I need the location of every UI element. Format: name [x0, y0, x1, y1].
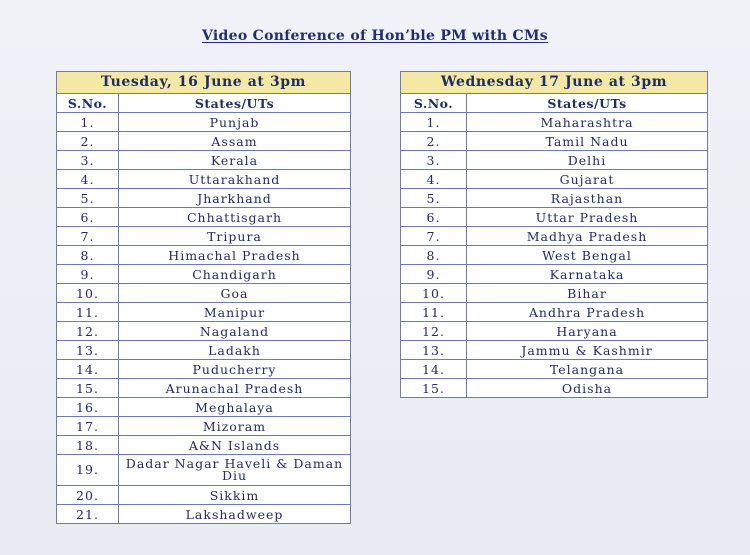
day-header: Wednesday 17 June at 3pm	[401, 72, 708, 94]
state-name-cell: Uttarakhand	[119, 170, 351, 189]
table-row	[57, 505, 351, 524]
serial-number-cell: 10.	[401, 284, 467, 303]
table-row	[57, 170, 351, 189]
state-name-cell: Tamil Nadu	[467, 132, 708, 151]
table-row	[401, 360, 708, 379]
state-name-cell: Karnataka	[467, 265, 708, 284]
state-name-cell: Manipur	[119, 303, 351, 322]
serial-number-cell: 21.	[57, 505, 119, 524]
serial-number-cell: 9.	[57, 265, 119, 284]
serial-number-cell: 20.	[57, 486, 119, 505]
serial-number-cell: 16.	[57, 398, 119, 417]
state-name-cell: Arunachal Pradesh	[119, 379, 351, 398]
table-row	[57, 303, 351, 322]
serial-number-cell: 4.	[57, 170, 119, 189]
serial-number-cell: 15.	[401, 379, 467, 398]
table-row	[401, 208, 708, 227]
state-name-cell: Uttar Pradesh	[467, 208, 708, 227]
state-name-cell: Punjab	[119, 113, 351, 132]
state-name-cell: Assam	[119, 132, 351, 151]
state-name-cell: Jharkhand	[119, 189, 351, 208]
serial-number-cell: 2.	[401, 132, 467, 151]
table-row	[57, 322, 351, 341]
serial-number-cell: 2.	[57, 132, 119, 151]
state-name-cell: West Bengal	[467, 246, 708, 265]
table-row	[57, 379, 351, 398]
table-row	[401, 151, 708, 170]
table-row	[401, 303, 708, 322]
state-name-cell: Kerala	[119, 151, 351, 170]
state-name-cell: Goa	[119, 284, 351, 303]
column-header-states: States/UTs	[467, 94, 708, 113]
state-name-cell: Mizoram	[119, 417, 351, 436]
state-name-cell: Odisha	[467, 379, 708, 398]
state-name-cell: Tripura	[119, 227, 351, 246]
state-name-cell: Maharashtra	[467, 113, 708, 132]
serial-number-cell: 7.	[57, 227, 119, 246]
state-name-cell: Haryana	[467, 322, 708, 341]
state-name-cell: Puducherry	[119, 360, 351, 379]
table-row	[401, 227, 708, 246]
table-row	[57, 208, 351, 227]
serial-number-cell: 19.	[57, 455, 119, 486]
table-row	[401, 284, 708, 303]
table-row	[57, 151, 351, 170]
schedule-table-tuesday	[56, 71, 351, 524]
serial-number-cell: 12.	[57, 322, 119, 341]
serial-number-cell: 3.	[401, 151, 467, 170]
table-row	[401, 322, 708, 341]
table-row	[401, 113, 708, 132]
state-name-cell: Chhattisgarh	[119, 208, 351, 227]
state-name-cell: Meghalaya	[119, 398, 351, 417]
table-row	[57, 341, 351, 360]
table-row	[57, 398, 351, 417]
table-row	[57, 265, 351, 284]
table-row	[57, 246, 351, 265]
table-row	[57, 113, 351, 132]
serial-number-cell: 3.	[57, 151, 119, 170]
serial-number-cell: 14.	[401, 360, 467, 379]
serial-number-cell: 15.	[57, 379, 119, 398]
state-name-cell: Dadar Nagar Haveli & Daman Diu	[119, 455, 351, 486]
table-row	[401, 189, 708, 208]
state-name-cell: Sikkim	[119, 486, 351, 505]
serial-number-cell: 17.	[57, 417, 119, 436]
table-row	[57, 436, 351, 455]
state-name-cell: Bihar	[467, 284, 708, 303]
state-name-cell: Delhi	[467, 151, 708, 170]
state-name-cell: Jammu & Kashmir	[467, 341, 708, 360]
serial-number-cell: 8.	[57, 246, 119, 265]
table-row	[57, 486, 351, 505]
serial-number-cell: 5.	[57, 189, 119, 208]
table-row	[401, 170, 708, 189]
table-row	[57, 455, 351, 486]
table-row	[401, 132, 708, 151]
serial-number-cell: 6.	[57, 208, 119, 227]
serial-number-cell: 12.	[401, 322, 467, 341]
serial-number-cell: 1.	[57, 113, 119, 132]
table-row	[57, 417, 351, 436]
schedule-table-wednesday	[400, 71, 708, 398]
state-name-cell: Nagaland	[119, 322, 351, 341]
page-title: Video Conference of Hon’ble PM with CMs	[202, 28, 548, 44]
state-name-cell: Himachal Pradesh	[119, 246, 351, 265]
state-name-cell: Chandigarh	[119, 265, 351, 284]
serial-number-cell: 11.	[401, 303, 467, 322]
serial-number-cell: 14.	[57, 360, 119, 379]
serial-number-cell: 1.	[401, 113, 467, 132]
table-row	[401, 265, 708, 284]
table-row	[57, 284, 351, 303]
table-row	[401, 341, 708, 360]
serial-number-cell: 18.	[57, 436, 119, 455]
state-name-cell: Ladakh	[119, 341, 351, 360]
serial-number-cell: 9.	[401, 265, 467, 284]
table-row	[57, 132, 351, 151]
state-name-cell: Telangana	[467, 360, 708, 379]
serial-number-cell: 6.	[401, 208, 467, 227]
state-name-cell: Andhra Pradesh	[467, 303, 708, 322]
table-row	[57, 227, 351, 246]
day-header: Tuesday, 16 June at 3pm	[57, 72, 351, 94]
table-row	[401, 246, 708, 265]
serial-number-cell: 11.	[57, 303, 119, 322]
serial-number-cell: 5.	[401, 189, 467, 208]
serial-number-cell: 13.	[401, 341, 467, 360]
serial-number-cell: 4.	[401, 170, 467, 189]
state-name-cell: Lakshadweep	[119, 505, 351, 524]
column-header-sno: S.No.	[57, 94, 119, 113]
state-name-cell: A&N Islands	[119, 436, 351, 455]
serial-number-cell: 10.	[57, 284, 119, 303]
column-header-sno: S.No.	[401, 94, 467, 113]
serial-number-cell: 7.	[401, 227, 467, 246]
column-header-states: States/UTs	[119, 94, 351, 113]
serial-number-cell: 13.	[57, 341, 119, 360]
state-name-cell: Rajasthan	[467, 189, 708, 208]
table-row	[401, 379, 708, 398]
state-name-cell: Gujarat	[467, 170, 708, 189]
table-row	[57, 189, 351, 208]
state-name-cell: Madhya Pradesh	[467, 227, 708, 246]
table-row	[57, 360, 351, 379]
serial-number-cell: 8.	[401, 246, 467, 265]
